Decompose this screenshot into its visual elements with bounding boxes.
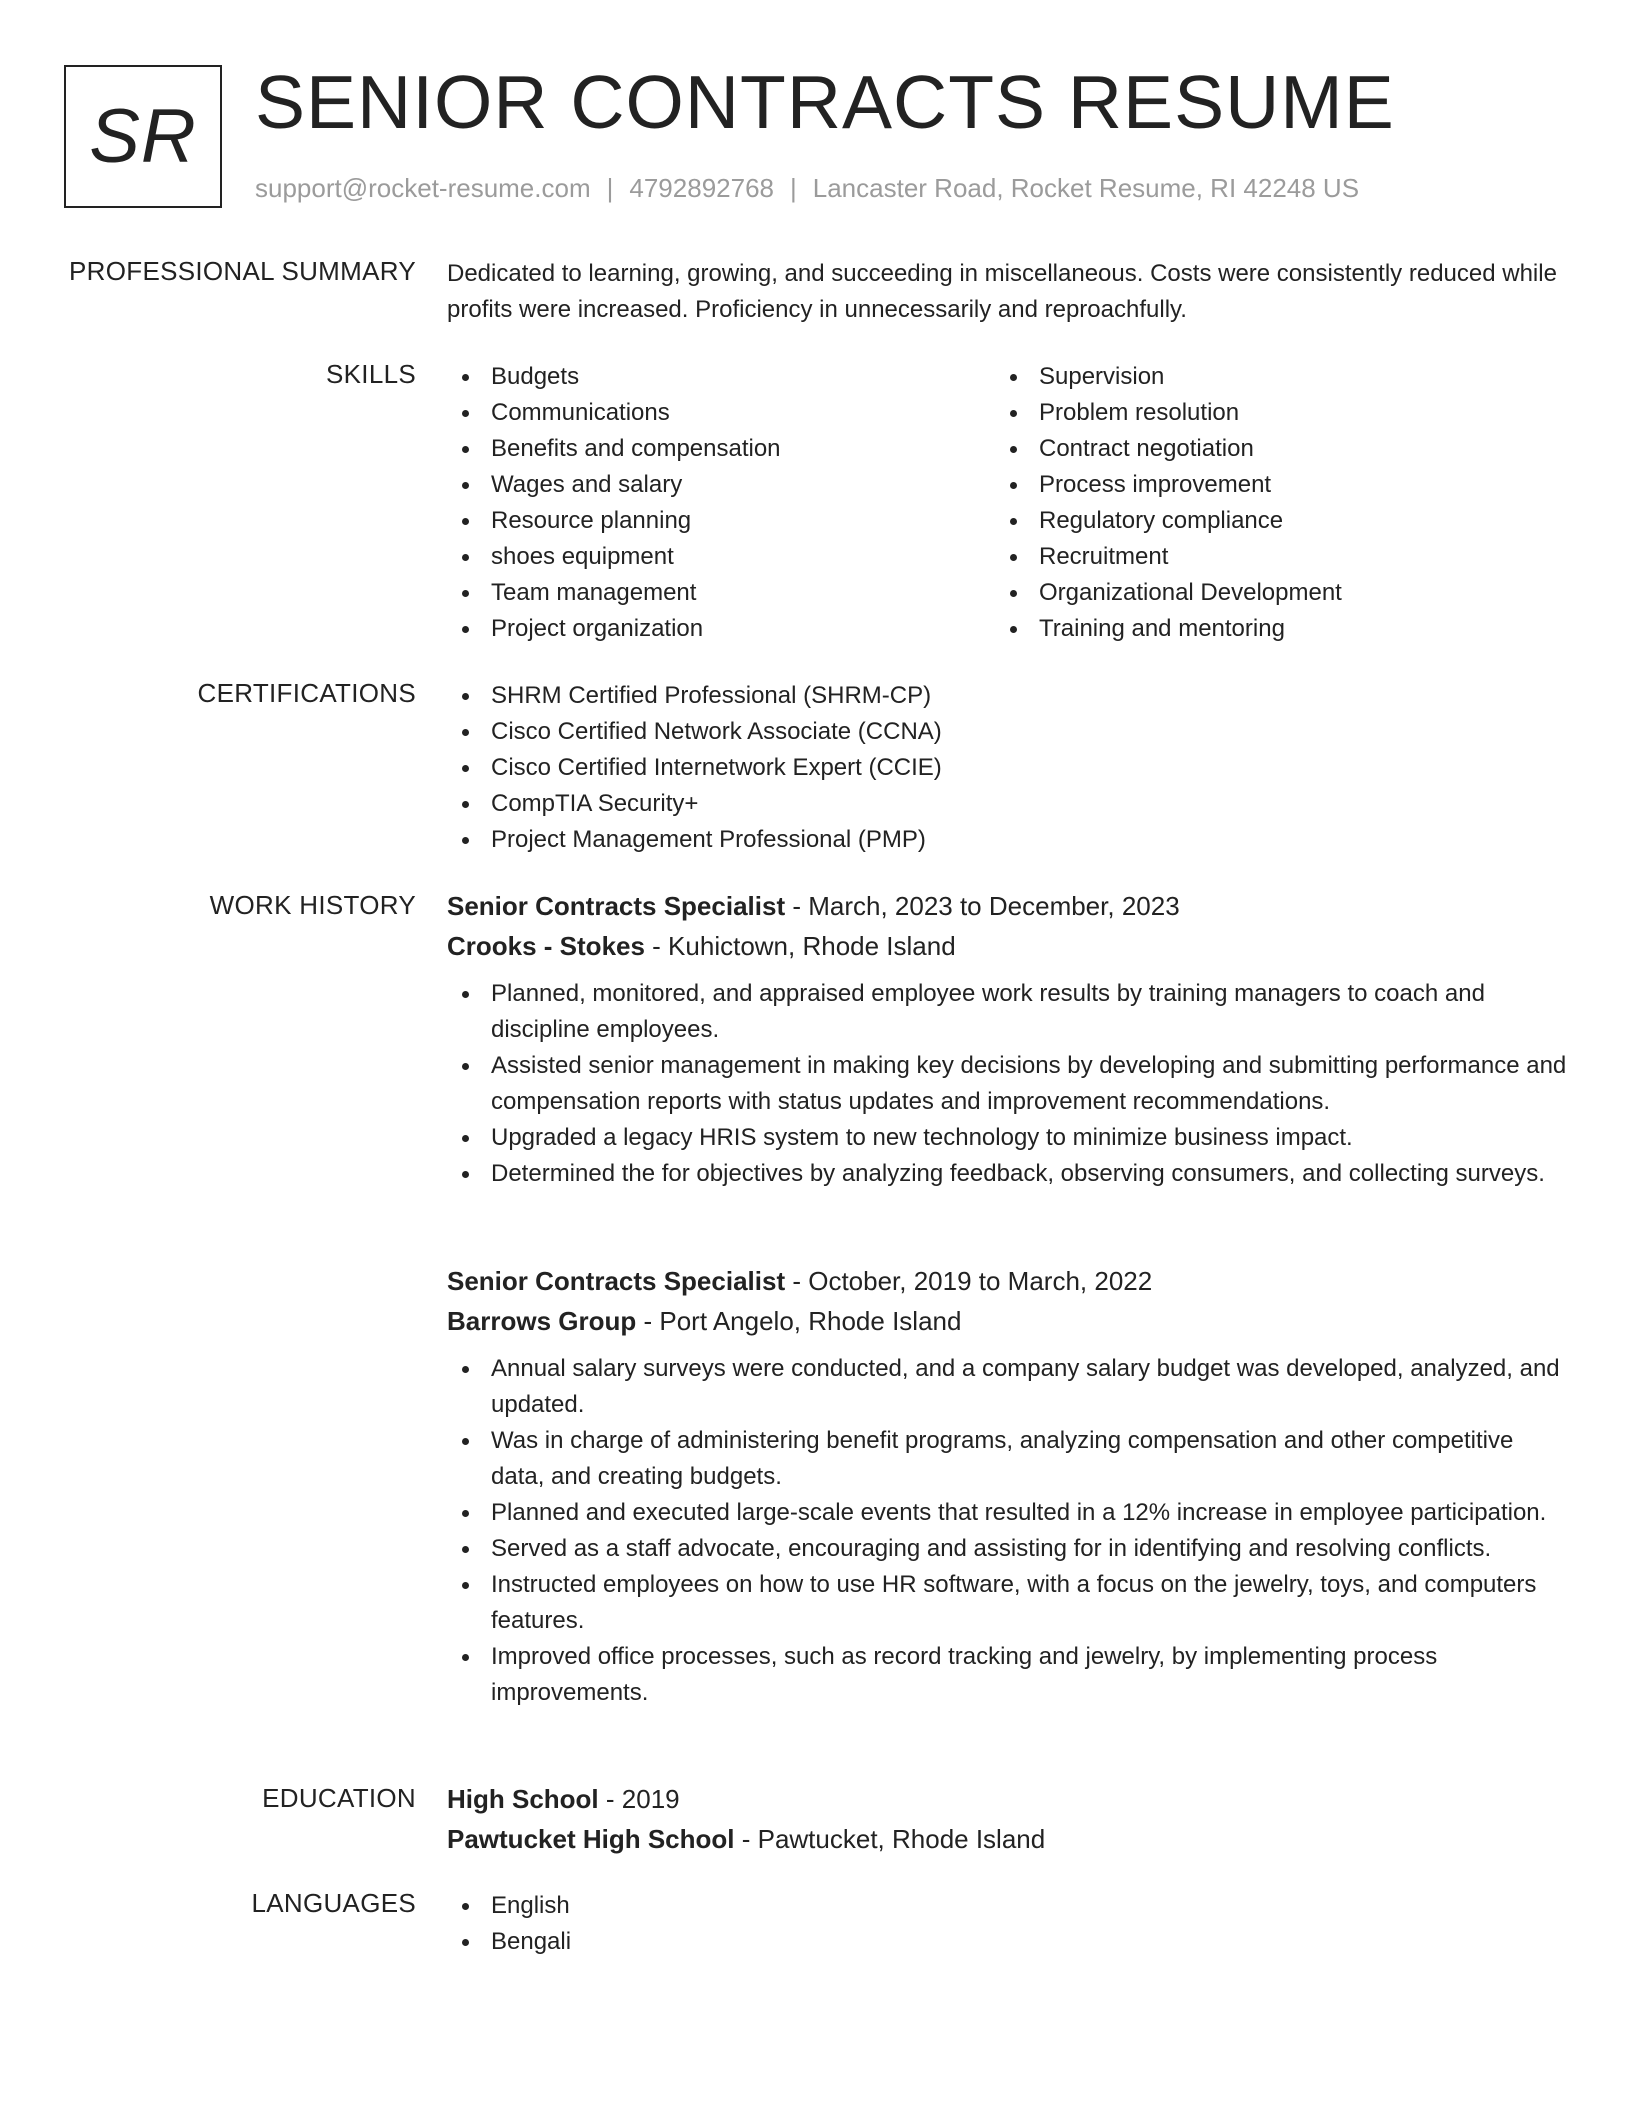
school-line: [447, 1819, 1568, 1859]
list-item: English: [447, 1888, 1568, 1924]
job-dates: - March, 2023 to December, 2023: [785, 891, 1180, 921]
list-item: Wages and salary: [447, 467, 995, 503]
address: Lancaster Road, Rocket Resume, RI 42248 US: [812, 173, 1360, 203]
list-item: shoes equipment: [447, 539, 995, 575]
education-entry: [447, 1779, 1568, 1859]
list-item: Cisco Certified Network Associate (CCNA): [447, 714, 1568, 750]
skills-list-right: [995, 359, 1543, 647]
list-item: Determined the for objectives by analyzing feedback, observing consumers, and collecting surveys.: [447, 1156, 1568, 1192]
section-label: PROFESSIONAL SUMMARY: [69, 256, 416, 286]
list-item: Team management: [447, 575, 995, 611]
phone[interactable]: 4792892768: [629, 173, 774, 203]
list-item: Problem resolution: [995, 395, 1543, 431]
list-item: Planned, monitored, and appraised employee work results by training managers to coach and discipline employees.: [447, 976, 1568, 1048]
list-item: Recruitment: [995, 539, 1543, 575]
skills-grid: [447, 359, 1568, 647]
list-item: Served as a staff advocate, encouraging and assisting for in identifying and resolving conflicts.: [447, 1531, 1568, 1567]
certifications-list: [447, 678, 1568, 858]
employer-name: Barrows Group: [447, 1306, 637, 1336]
languages-content: [447, 1888, 1568, 1960]
section-label: WORK HISTORY: [209, 890, 416, 920]
list-item: Contract negotiation: [995, 431, 1543, 467]
section-label: SKILLS: [326, 359, 416, 389]
section-label: CERTIFICATIONS: [197, 678, 416, 708]
list-item: Training and mentoring: [995, 611, 1543, 647]
email[interactable]: support@rocket-resume.com: [255, 173, 591, 203]
employer-location: - Kuhictown, Rhode Island: [644, 931, 956, 961]
section-label: EDUCATION: [262, 1783, 416, 1813]
degree-line: [447, 1779, 1568, 1819]
monogram: SR: [64, 65, 222, 208]
list-item: Annual salary surveys were conducted, and a company salary budget was developed, analyzed, and updated.: [447, 1351, 1568, 1423]
list-item: Communications: [447, 395, 995, 431]
job-entry: [447, 1261, 1568, 1711]
job-entry: [447, 886, 1568, 1192]
list-item: Resource planning: [447, 503, 995, 539]
degree: High School: [447, 1784, 599, 1814]
list-item: Regulatory compliance: [995, 503, 1543, 539]
list-item: Upgraded a legacy HRIS system to new technology to minimize business impact.: [447, 1120, 1568, 1156]
school-location: - Pawtucket, Rhode Island: [734, 1824, 1046, 1854]
employer-location: - Port Angelo, Rhode Island: [636, 1306, 962, 1336]
job-duties: [447, 1351, 1568, 1711]
list-item: Process improvement: [995, 467, 1543, 503]
resume-title: SENIOR CONTRACTS RESUME: [255, 60, 1395, 144]
section-label: LANGUAGES: [251, 1888, 416, 1918]
skills-list-left: [447, 359, 995, 647]
job-title: Senior Contracts Specialist: [447, 891, 786, 921]
list-item: Supervision: [995, 359, 1543, 395]
list-item: Organizational Development: [995, 575, 1543, 611]
list-item: Instructed employees on how to use HR software, with a focus on the jewelry, toys, and computers features.: [447, 1567, 1568, 1639]
list-item: Was in charge of administering benefit programs, analyzing compensation and other competitive data, and creating budgets.: [447, 1423, 1568, 1495]
list-item: Project Management Professional (PMP): [447, 822, 1568, 858]
job-heading: [447, 1261, 1568, 1301]
list-item: Assisted senior management in making key decisions by developing and submitting performance and compensation reports with status updates and improvement recommendations.: [447, 1048, 1568, 1120]
school-name: Pawtucket High School: [447, 1824, 735, 1854]
separator: |: [606, 173, 614, 203]
list-item: Benefits and compensation: [447, 431, 995, 467]
list-item: Bengali: [447, 1924, 1568, 1960]
employer-line: [447, 1301, 1568, 1341]
certifications-content: [447, 678, 1568, 858]
languages-list: [447, 1888, 1568, 1960]
job-title: Senior Contracts Specialist: [447, 1266, 786, 1296]
list-item: Project organization: [447, 611, 995, 647]
employer-name: Crooks - Stokes: [447, 931, 645, 961]
summary-text: Dedicated to learning, growing, and succeeding in miscellaneous. Costs were consistently reduced while profits were increased. Proficiency in unnecessarily and reproachfully.: [447, 260, 1557, 323]
resume-header: [64, 60, 1564, 210]
list-item: CompTIA Security+: [447, 786, 1568, 822]
list-item: Planned and executed large-scale events that resulted in a 12% increase in employee participation.: [447, 1495, 1568, 1531]
graduation-year: - 2019: [598, 1784, 680, 1814]
job-heading: [447, 886, 1568, 926]
contact-line: [255, 173, 1359, 204]
list-item: Cisco Certified Internetwork Expert (CCIE): [447, 750, 1568, 786]
job-dates: - October, 2019 to March, 2022: [785, 1266, 1153, 1296]
list-item: SHRM Certified Professional (SHRM-CP): [447, 678, 1568, 714]
employer-line: [447, 926, 1568, 966]
list-item: Budgets: [447, 359, 995, 395]
separator: |: [790, 173, 797, 203]
list-item: Improved office processes, such as record tracking and jewelry, by implementing process improvements.: [447, 1639, 1568, 1711]
job-duties: [447, 976, 1568, 1192]
